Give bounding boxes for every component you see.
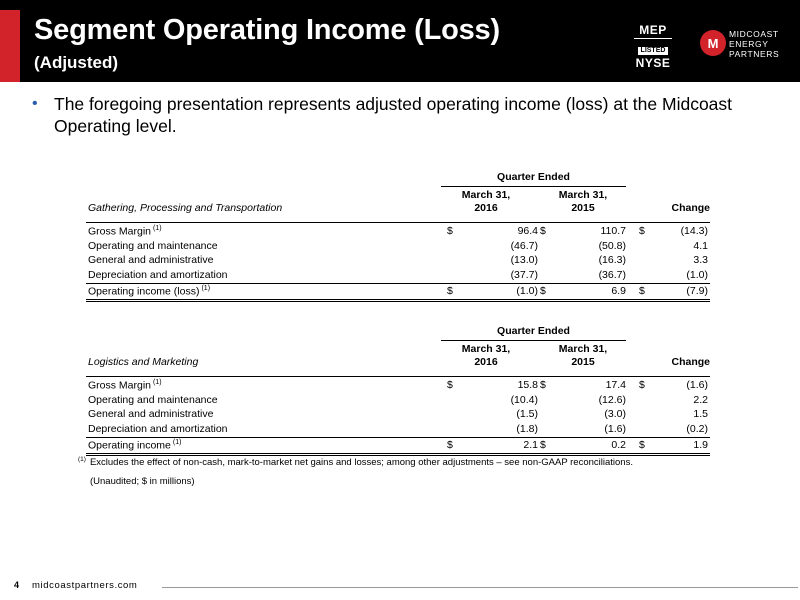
col-header-2016-line1: March 31, [461,189,511,201]
table-row [86,269,710,284]
value-change: (0.2) [686,422,708,435]
value-2015: (1.6) [604,422,626,435]
row-label: Operating income (loss) $^{(1)}$ [88,285,211,298]
header-divider [441,340,626,341]
col-header-change: Change [671,202,710,214]
col-header-2015 [538,189,628,215]
currency-symbol: $ [540,379,546,391]
value-2015: (50.8) [598,239,626,252]
table-row [86,394,710,409]
row-label: Gross Margin $^{(1)}$ [88,225,162,238]
col-header-2016 [441,189,531,215]
table-logistics [86,323,710,457]
col-header-change: Change [671,356,710,368]
table-header [86,323,710,377]
table-row [86,408,710,423]
currency-symbol: $ [447,225,453,237]
value-2016: (1.0) [516,285,538,297]
value-change: 3.3 [693,254,708,266]
table-row [86,423,710,438]
header-bar [0,0,800,82]
currency-symbol: $ [639,379,645,391]
value-2016: 2.1 [523,439,538,451]
red-accent-bar [0,10,20,82]
page-subtitle: (Adjusted) [34,53,119,72]
midcoast-logo-glyph: M [707,35,719,51]
mep-logo-bottom: NYSE [635,56,671,70]
value-2015: (3.0) [604,408,626,420]
currency-symbol: $ [447,285,453,297]
footer-divider [162,587,798,588]
row-label: General and administrative [88,254,214,266]
currency-symbol: $ [639,439,645,451]
midcoast-logo [696,26,800,66]
unaudited-note: (Unaudited; $ in millions) [90,476,195,487]
value-2016: (1.8) [516,422,538,435]
mep-nyse-logo [628,23,678,70]
col-header-2016 [441,343,531,369]
midcoast-logo-line1: MIDCOAST [729,29,779,39]
value-change: 4.1 [693,239,708,252]
value-2015: (12.6) [598,393,626,406]
midcoast-logo-line2: ENERGY [729,39,769,49]
midcoast-logo-line3: PARTNERS [729,49,780,59]
value-change: 1.5 [693,408,708,420]
bullet-icon: • [32,95,38,112]
segment-label: Logistics and Marketing [88,356,199,368]
table-row [86,225,710,240]
currency-symbol: $ [540,225,546,237]
value-change: 2.2 [693,393,708,406]
midcoast-logo-text [729,29,779,59]
col-header-2016-line1: March 31, [461,343,511,355]
row-label: Depreciation and amortization [88,268,228,281]
col-header-2015-line2: 2015 [571,356,595,368]
footnote [78,456,633,468]
value-2016: (13.0) [510,254,538,266]
value-change: (7.9) [686,285,708,297]
col-header-2015-line2: 2015 [571,202,595,214]
double-rule [86,299,710,302]
currency-symbol: $ [639,225,645,237]
midcoast-logo-icon [700,30,726,56]
value-2016: 96.4 [517,225,538,237]
currency-symbol: $ [639,285,645,297]
value-2016: 15.8 [517,379,538,391]
segment-label: Gathering, Processing and Transportation [88,202,283,214]
value-change: (1.0) [686,268,708,281]
table-row [86,254,710,269]
col-header-2015 [538,343,628,369]
table-row-total [86,283,710,299]
value-change: 1.9 [693,439,708,451]
header-divider [441,186,626,187]
row-label: Operating and maintenance [88,393,218,406]
value-2016: (1.5) [516,408,538,420]
row-label: Depreciation and amortization [88,422,228,435]
table-row-total [86,437,710,453]
value-change: (14.3) [680,225,708,237]
row-label: General and administrative [88,408,214,420]
currency-symbol: $ [447,379,453,391]
value-2016: (46.7) [510,239,538,252]
row-label: Gross Margin $^{(1)}$ [88,379,162,392]
page-number: 4 [14,580,20,590]
table-header [86,169,710,223]
footnote-text: Excludes the effect of non-cash, mark-to-market net gains and losses; among other adjustments – see non-GAAP reconciliations. [89,457,633,469]
mep-logo-divider [634,38,672,39]
row-label: Operating income $^{(1)}$ [88,439,182,452]
value-2015: 0.2 [611,439,626,451]
currency-symbol: $ [540,285,546,297]
footnote-marker: (1) [78,456,86,463]
value-2015: (36.7) [598,268,626,281]
quarter-ended-header: Quarter Ended [497,325,570,337]
currency-symbol: $ [447,439,453,451]
footer-website: midcoastpartners.com [32,580,138,591]
double-underline [86,299,710,303]
value-change: (1.6) [686,379,708,391]
header-bottom-line [86,376,710,377]
value-2015: 17.4 [605,379,626,391]
col-header-2016-line2: 2016 [474,356,498,368]
col-header-2015-line1: March 31, [558,189,608,201]
currency-symbol: $ [540,439,546,451]
header-bottom-line [86,222,710,223]
intro-text: The foregoing presentation represents adjusted operating income (loss) at the Midcoast Operating level. [54,94,733,136]
col-header-2015-line1: March 31, [558,343,608,355]
col-header-2016-line2: 2016 [474,202,498,214]
page-title: Segment Operating Income (Loss) [34,14,500,46]
mep-logo-top: MEP [639,23,667,37]
value-2015: 6.9 [611,285,626,297]
value-2015: 110.7 [600,225,626,237]
value-2016: (10.4) [510,393,538,406]
mep-logo-listed: LISTED [638,47,669,55]
value-2015: (16.3) [598,254,626,266]
value-2016: (37.7) [510,268,538,281]
table-row [86,379,710,394]
quarter-ended-header: Quarter Ended [497,171,570,183]
table-row [86,240,710,255]
row-label: Operating and maintenance [88,239,218,252]
table-gathering [86,169,710,303]
